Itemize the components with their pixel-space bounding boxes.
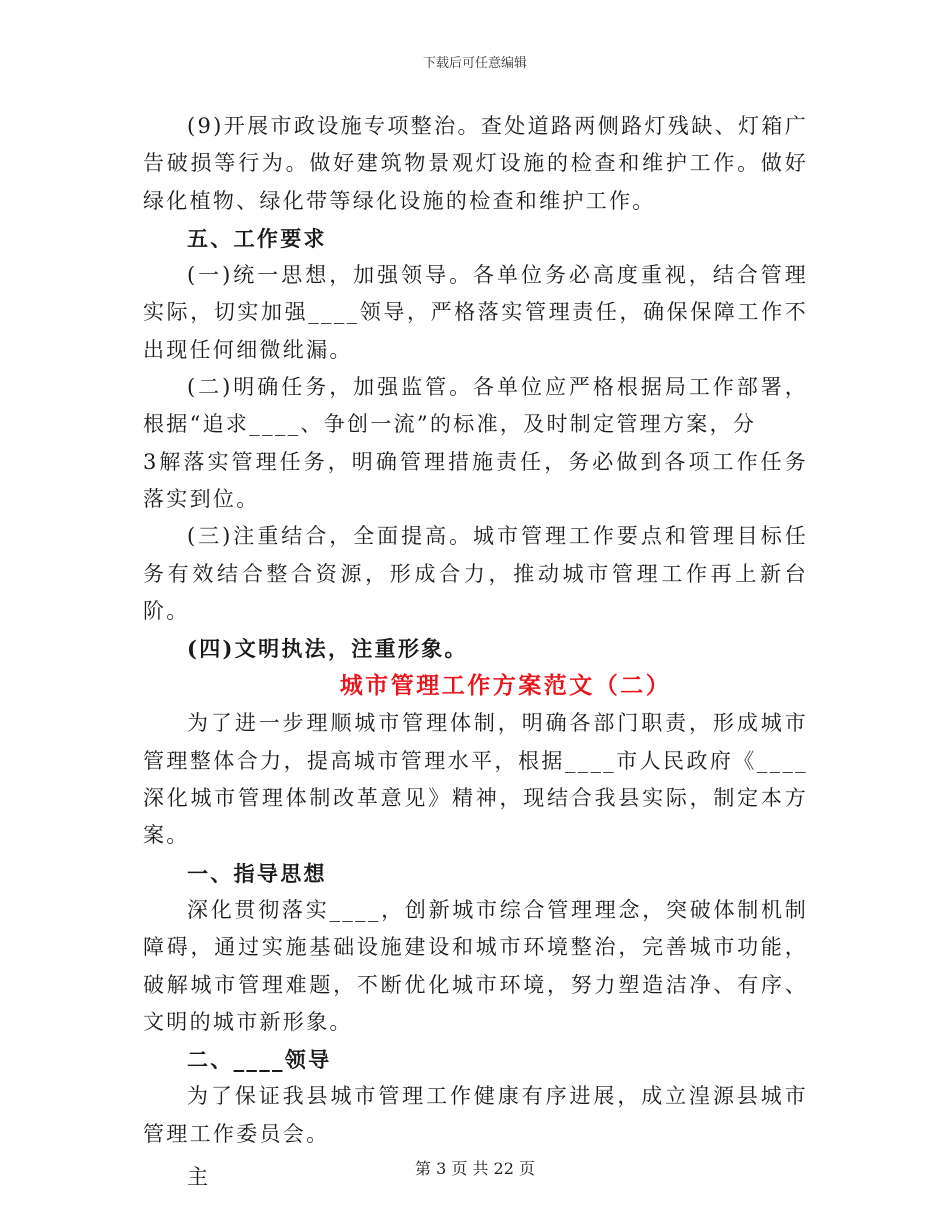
paragraph-municipal-facilities: (9)开展市政设施专项整治。查处道路两侧路灯残缺、灯箱广告破损等行为。做好建筑物景观灯设施的检查和维护工作。做好绿化植物、绿化带等绿化设施的检查和维护工作。	[143, 114, 808, 213]
section-title-plan-two: 城市管理工作方案范文（二）	[339, 672, 672, 700]
section-heading-leadership: 二、____领导	[187, 1047, 332, 1073]
paragraph-implement-tasks: 3解落实管理任务，明确管理措施责任，务必做到各项工作任务落实到位。	[143, 449, 808, 511]
paragraph-committee: 为了保证我县城市管理工作健康有序进展，成立湟源县城市管理工作委员会。	[143, 1084, 808, 1146]
page-footer: 第 3 页 共 22 页	[415, 1159, 535, 1178]
page-header: 下载后可任意编辑	[422, 56, 527, 71]
paragraph-introduction: 为了进一步理顺城市管理体制，明确各部门职责，形成城市管理整体合力，提高城市管理水平，根据____市人民政府《____深化城市管理体制改革意见》精神，现结合我县实际，制定本方案。	[143, 711, 808, 848]
heading-civilized-enforcement: (四)文明执法，注重形象。	[187, 636, 468, 662]
paragraph-fragment: 主	[187, 1165, 211, 1190]
section-heading-guiding-ideology: 一、指导思想	[187, 860, 327, 886]
paragraph-guiding-ideology: 深化贯彻落实____，创新城市综合管理理念，突破体制机制障碍，通过实施基础设施建设和城市环境整治，完善城市功能，破解城市管理难题，不断优化城市环境，努力塑造洁净、有序、文明的城市新形象。	[143, 897, 808, 1034]
paragraph-unify-thinking: (一)统一思想，加强领导。各单位务必高度重视，结合管理实际，切实加强____领导，严格落实管理责任，确保保障工作不出现任何细微纰漏。	[143, 263, 808, 362]
section-heading-work-requirements: 五、工作要求	[187, 225, 327, 251]
paragraph-clarify-tasks: (二)明确任务，加强监管。各单位应严格根据局工作部署，根据“追求____、争创一流”的标准，及时制定管理方案，分	[143, 375, 808, 437]
document-body	[143, 108, 808, 1196]
paragraph-focus-integration: (三)注重结合，全面提高。城市管理工作要点和管理目标任务有效结合整合资源，形成合力，推动城市管理工作再上新台阶。	[143, 524, 808, 623]
